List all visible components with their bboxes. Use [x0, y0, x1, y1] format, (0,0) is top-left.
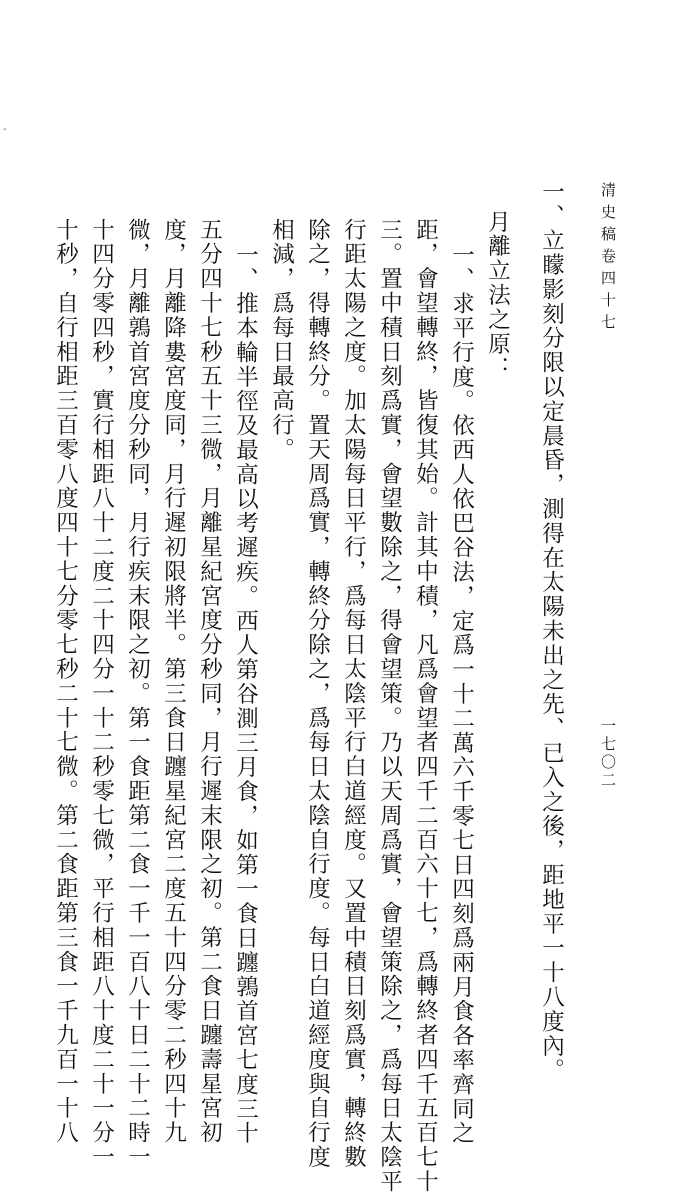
- text-column: 五分四十七秒五十三微，月離星紀宮度分秒同，月行遲末限之初。第二食日躔壽星宮初: [196, 218, 223, 1146]
- margin-mark: -: [3, 124, 7, 135]
- text-column: 三。置中積日刻爲實，會望數除之，得會望策。乃以天周爲實，會望策除之，爲每日太陰平: [376, 218, 403, 1194]
- text-column: 十四分零四秒，實行相距八十二度二十四分一十二秒零七微，平行相距八十度二十一分一: [88, 218, 115, 1170]
- text-column: 一、立矇影刻分限以定晨昏，測得在太陽未出之先、已入之後，距地平一十八度內。: [538, 180, 565, 1083]
- text-column: 月離立法之原：: [484, 210, 511, 381]
- text-column: 行距太陽之度。加太陽每日平行，爲每日太陰平行白道經度。又置中積日刻爲實，轉終數: [340, 218, 367, 1170]
- text-column: 十秒，自行相距三百零八度四十七分零七秒二十七微。第二食距第三食一千九百一十八: [52, 218, 79, 1146]
- text-column: 一、推本輪半徑及最高以考遲疾。西人第谷測三月食，如第一食日躔鶉首宮七度三十: [232, 243, 259, 1146]
- text-column: 度，月離降婁宮度同，月行遲初限將半。第三食日躔星紀宮二度五十四分零二秒四十九: [160, 218, 187, 1146]
- text-column: 一、求平行度。依西人依巴谷法，定爲一十二萬六千零七日四刻爲兩月食各率齊同之: [448, 243, 475, 1146]
- text-column: 距，會望轉終，皆復其始。計其中積，凡爲會望者四千二百六十七，爲轉終者四千五百七十: [412, 218, 439, 1194]
- running-header: 清史稿卷四十七: [599, 182, 617, 336]
- text-column: 除之，得轉終分。置天周爲實，轉終分除之，爲每日太陰自行度。每日白道經度與自行度: [304, 218, 331, 1170]
- text-column: 相減，爲每日最高行。: [268, 218, 295, 462]
- text-column: 微，月離鶉首宮度分秒同，月行疾末限之初。第一食距第二食一千一百八十日二十二時一: [124, 218, 151, 1170]
- page-number: 一七〇二: [599, 718, 617, 790]
